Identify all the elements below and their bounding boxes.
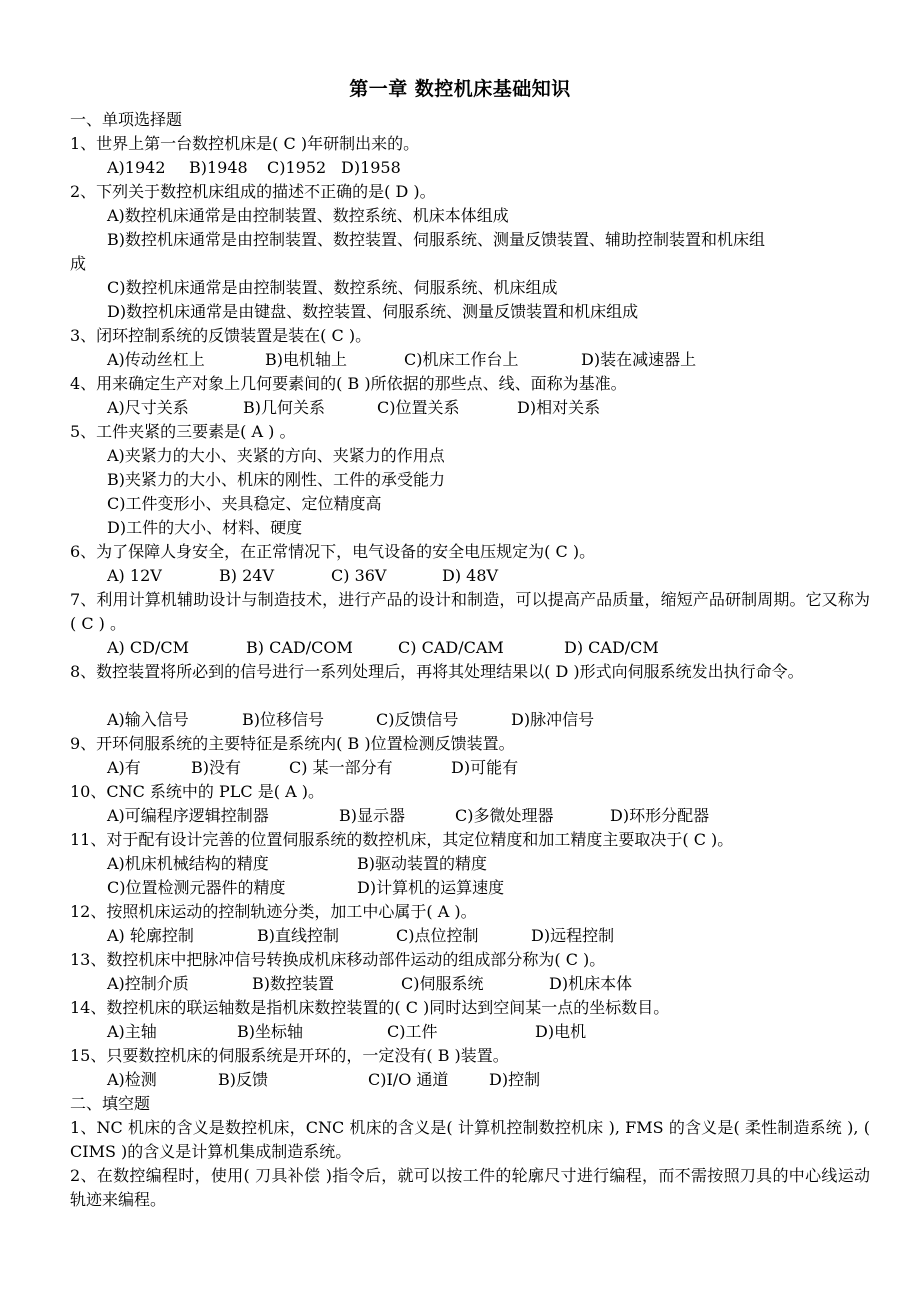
option-b: B)1948 [189, 158, 248, 177]
option-a: A)传动丝杠上 [107, 350, 205, 369]
option-b: B)直线控制 [257, 926, 340, 945]
option-c: C)点位控制 [396, 926, 479, 945]
options-row [70, 1020, 870, 1044]
option-b: B)位移信号 [242, 710, 325, 729]
question-11: 11、对于配有设计完善的位置伺服系统的数控机床，其定位精度和加工精度主要取决于( C )。 [70, 830, 734, 849]
option-a: A)有 [107, 758, 141, 777]
option-d: D)相对关系 [517, 398, 601, 417]
option-c: C)工件变形小、夹具稳定、定位精度高 [107, 494, 382, 513]
question-8: 8、数控装置将所必到的信号进行一系列处理后，再将其处理结果以( D )形式向伺服系统发出执行命令。 [70, 662, 804, 681]
option-b: B)电机轴上 [265, 350, 348, 369]
option-d: D)机床本体 [549, 974, 633, 993]
option-c: C)1952 [267, 158, 327, 177]
question-3: 3、闭环控制系统的反馈装置是装在( C )。 [70, 326, 372, 345]
options-row [70, 636, 870, 660]
question-6: 6、为了保障人身安全，在正常情况下，电气设备的安全电压规定为( C )。 [70, 542, 596, 561]
option-a: A) CD/CM [107, 638, 189, 657]
option-b: B)数控装置 [252, 974, 335, 993]
option-c: C)伺服系统 [401, 974, 484, 993]
option-b: B)驱动装置的精度 [357, 854, 488, 873]
option-d: D)电机 [535, 1022, 587, 1041]
option-a: A)控制介质 [107, 974, 189, 993]
options-row [70, 348, 870, 372]
options-row [70, 564, 870, 588]
option-b: B)显示器 [339, 806, 406, 825]
option-b: B) CAD/COM [246, 638, 353, 657]
option-d: D)装在减速器上 [581, 350, 697, 369]
options-row [70, 156, 870, 180]
option-a: A) 轮廓控制 [107, 926, 194, 945]
question-13: 13、数控机床中把脉冲信号转换成机床移动部件运动的组成部分称为( C )。 [70, 950, 606, 969]
option-b: B)数控机床通常是由控制装置、数控装置、伺服系统、测量反馈装置、辅助控制装置和机床组 [107, 230, 766, 249]
option-a: A)检测 [107, 1070, 157, 1089]
question-10: 10、CNC 系统中的 PLC 是( A )。 [70, 782, 324, 801]
question-4: 4、用来确定生产对象上几何要素间的( B )所依据的那些点、线、面称为基准。 [70, 374, 627, 393]
question-12: 12、按照机床运动的控制轨迹分类，加工中心属于( A )。 [70, 902, 477, 921]
option-c: C)数控机床通常是由控制装置、数控系统、伺服系统、机床组成 [107, 278, 558, 297]
question-9: 9、开环伺服系统的主要特征是系统内( B )位置检测反馈装置。 [70, 734, 515, 753]
option-d: D)1958 [341, 158, 401, 177]
options-row [70, 852, 870, 876]
option-b-continuation: 成 [70, 254, 87, 273]
option-b: B)反馈 [218, 1070, 269, 1089]
option-b: B)坐标轴 [237, 1022, 304, 1041]
option-a: A)可编程序逻辑控制器 [107, 806, 269, 825]
option-a: A) 12V [107, 566, 162, 585]
question-5: 5、工件夹紧的三要素是( A ) 。 [70, 422, 296, 441]
option-b: B) 24V [219, 566, 274, 585]
options-row [70, 876, 870, 900]
option-d: D)可能有 [451, 758, 519, 777]
option-a: A)数控机床通常是由控制装置、数控系统、机床本体组成 [107, 206, 509, 225]
options-row [70, 756, 870, 780]
options-row [70, 972, 870, 996]
option-d: D)环形分配器 [610, 806, 710, 825]
option-c: C)位置关系 [377, 398, 460, 417]
question-7: 7、利用计算机辅助设计与制造技术，进行产品的设计和制造，可以提高产品质量，缩短产品研制周期。它又称为( C ) 。 [70, 590, 870, 633]
option-c: C) 某一部分有 [289, 758, 393, 777]
section-heading-fill-blank: 二、填空题 [70, 1094, 151, 1113]
options-row [70, 924, 870, 948]
option-d: D)计算机的运算速度 [357, 878, 505, 897]
chapter-title: 第一章 数控机床基础知识 [349, 78, 571, 100]
option-d: D)控制 [489, 1070, 541, 1089]
option-a: A)尺寸关系 [107, 398, 189, 417]
option-c: C)反馈信号 [376, 710, 459, 729]
question-14: 14、数控机床的联运轴数是指机床数控装置的( C )同时达到空间某一点的坐标数目。 [70, 998, 670, 1017]
option-c: C)工件 [387, 1022, 438, 1041]
fill-question-2: 2、在数控编程时，使用( 刀具补偿 )指令后，就可以按工件的轮廓尺寸进行编程，而不需按照刀具的中心线运动轨迹来编程。 [70, 1166, 870, 1209]
fill-question-1: 1、NC 机床的含义是数控机床，CNC 机床的含义是( 计算机控制数控机床 ), FMS 的含义是( 柔性制造系统 ), ( CIMS )的含义是计算机集成制造系统。 [70, 1118, 870, 1161]
options-row [70, 804, 870, 828]
option-a: A)1942 [107, 158, 166, 177]
option-c: C)多微处理器 [455, 806, 554, 825]
option-c: C)位置检测元器件的精度 [107, 878, 286, 897]
option-d: D)脉冲信号 [511, 710, 595, 729]
option-b: B)没有 [191, 758, 242, 777]
question-2: 2、下列关于数控机床组成的描述不正确的是( D )。 [70, 182, 436, 201]
option-a: A)主轴 [107, 1022, 157, 1041]
question-1: 1、世界上第一台数控机床是( C )年研制出来的。 [70, 134, 420, 153]
options-row [70, 708, 870, 732]
question-15: 15、只要数控机床的伺服系统是开环的，一定没有( B )装置。 [70, 1046, 509, 1065]
option-b: B)夹紧力的大小、机床的刚性、工件的承受能力 [107, 470, 446, 489]
options-row [70, 396, 870, 420]
option-a: A)夹紧力的大小、夹紧的方向、夹紧力的作用点 [107, 446, 445, 465]
option-d: D)远程控制 [531, 926, 615, 945]
option-b: B)几何关系 [243, 398, 326, 417]
option-c: C)机床工作台上 [404, 350, 519, 369]
option-c: C) CAD/CAM [398, 638, 504, 657]
option-c: C) 36V [331, 566, 387, 585]
option-d: D)数控机床通常是由键盘、数控装置、伺服系统、测量反馈装置和机床组成 [107, 302, 639, 321]
section-heading-single-choice: 一、单项选择题 [70, 110, 183, 129]
option-d: D)工件的大小、材料、硬度 [107, 518, 303, 537]
options-row [70, 1068, 870, 1092]
option-d: D) CAD/CM [564, 638, 659, 657]
content-body [70, 108, 870, 1212]
option-a: A)输入信号 [107, 710, 189, 729]
option-c: C)I/O 通道 [368, 1070, 449, 1089]
option-d: D) 48V [442, 566, 499, 585]
option-a: A)机床机械结构的精度 [107, 854, 269, 873]
